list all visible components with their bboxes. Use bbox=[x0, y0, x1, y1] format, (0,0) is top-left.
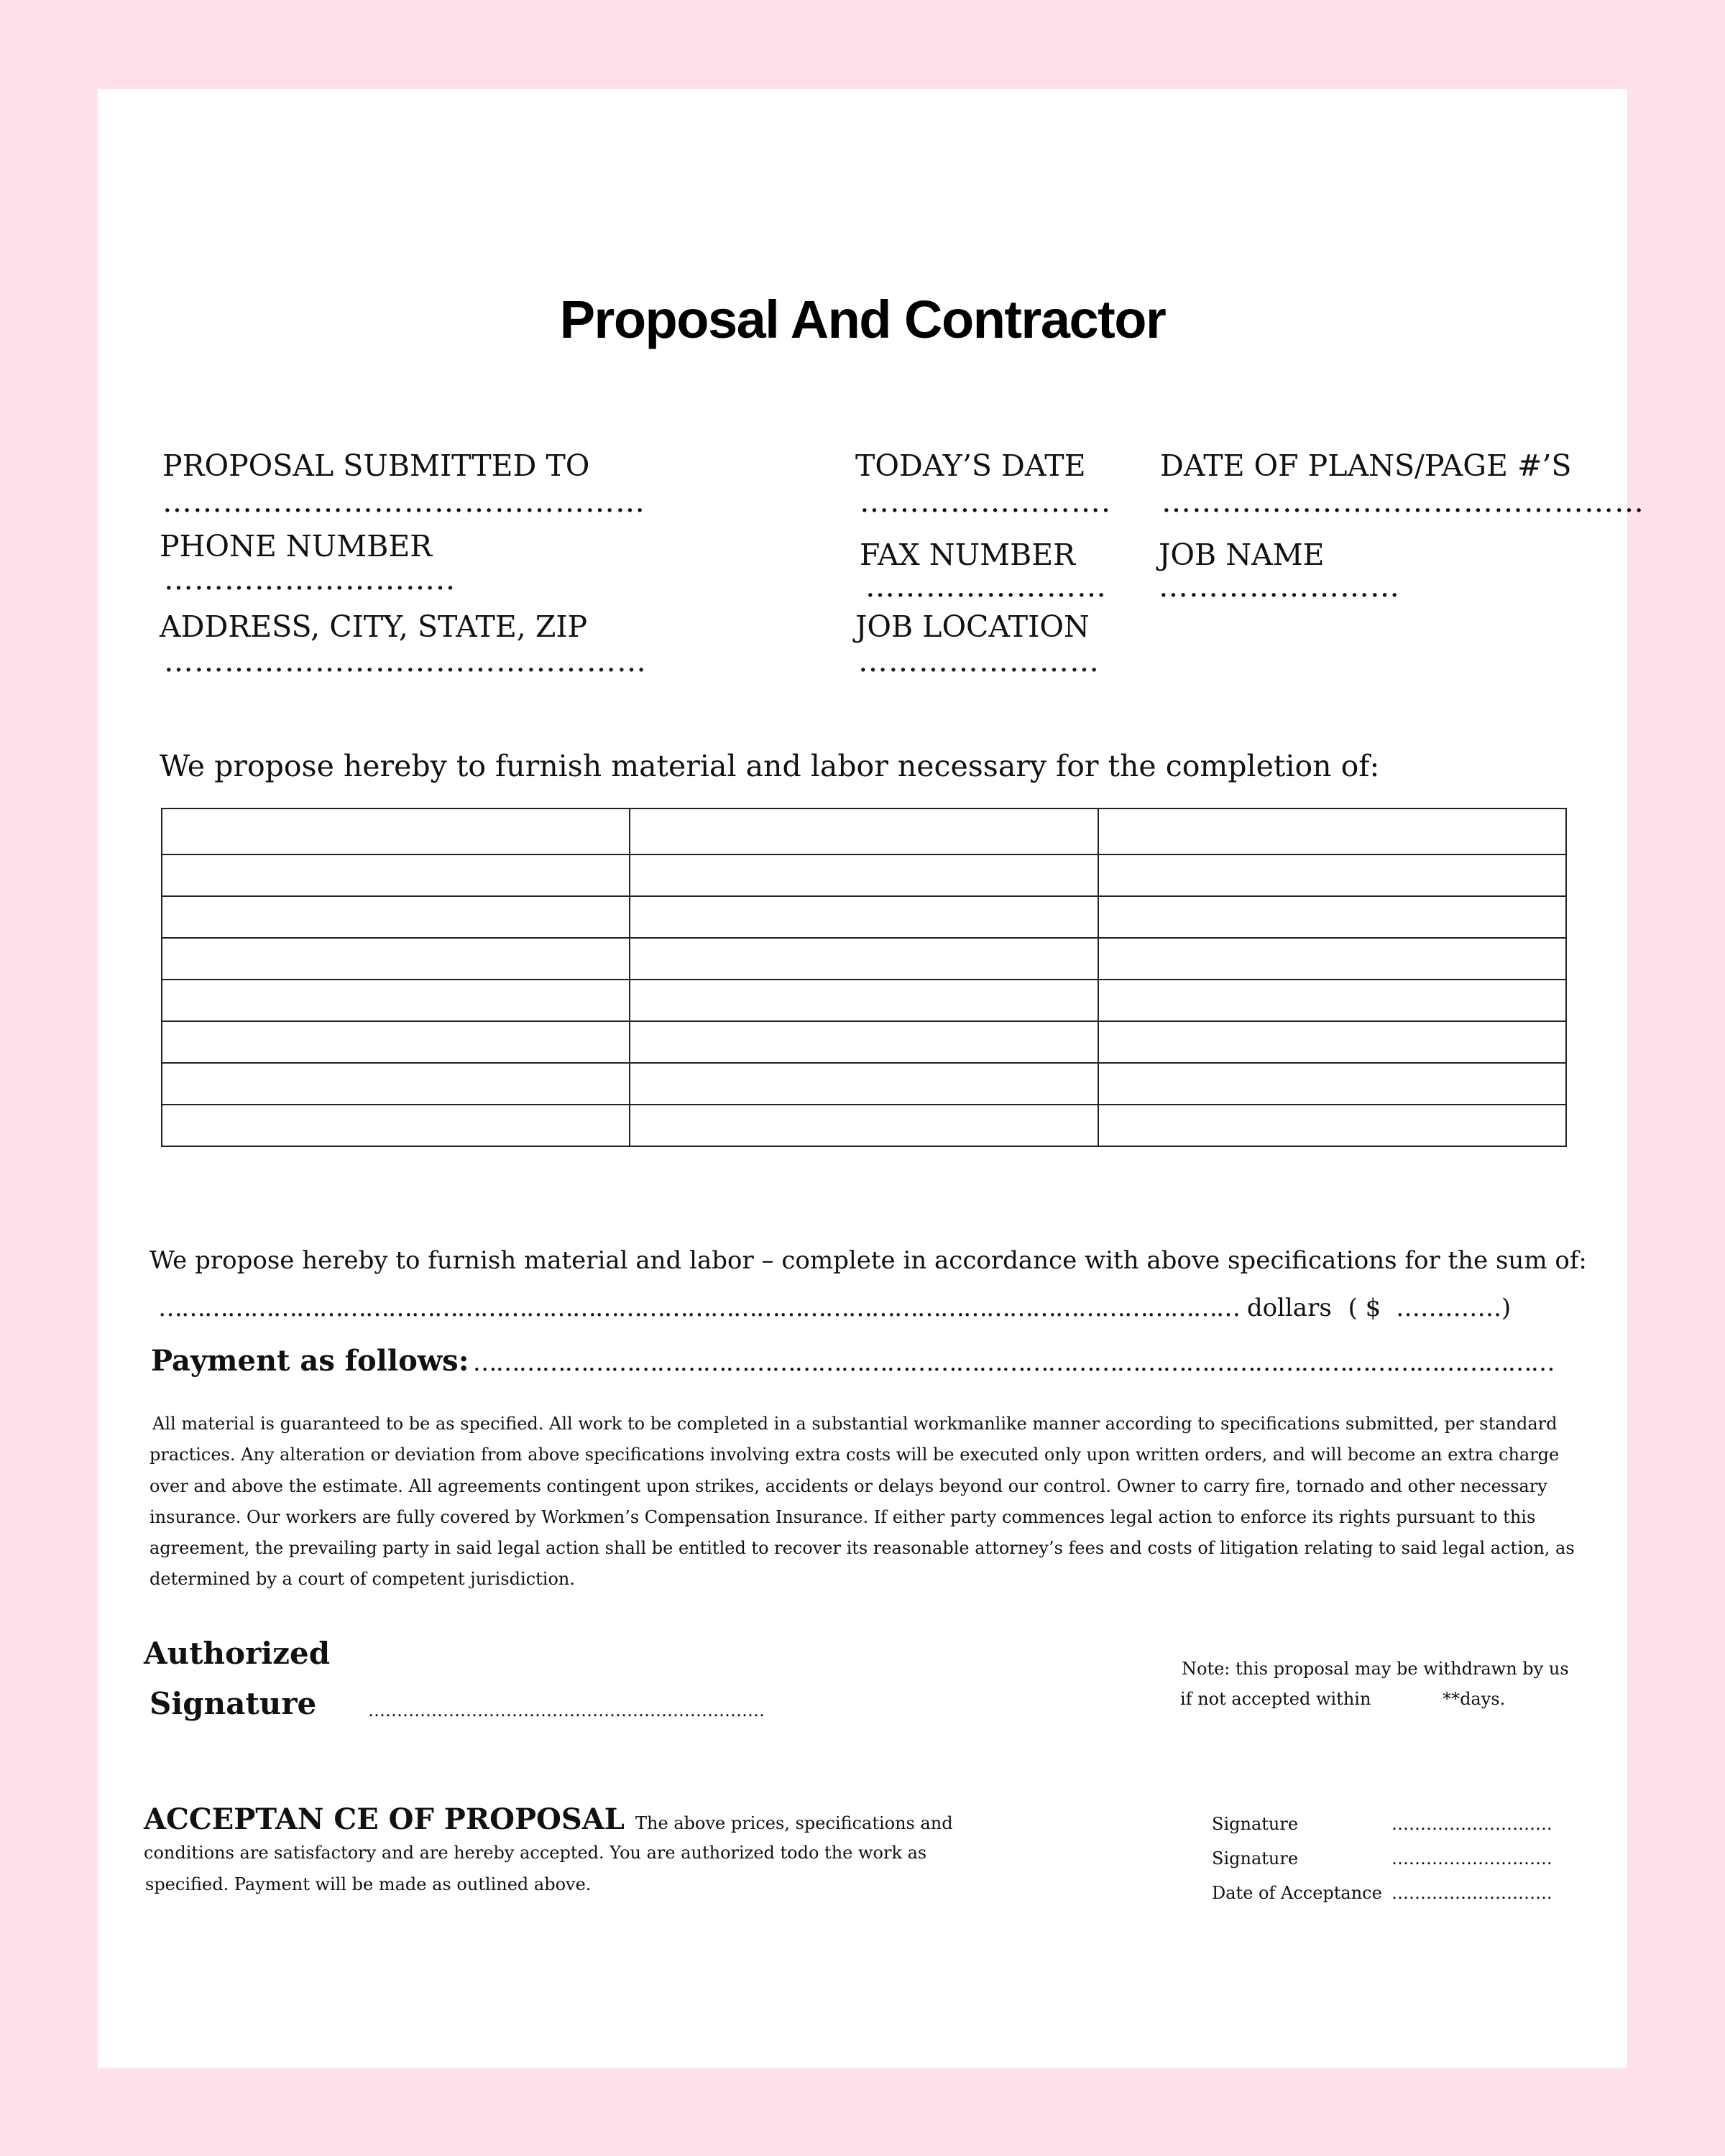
table-cell[interactable] bbox=[162, 938, 630, 980]
address-label: ADDRESS, CITY, STATE, ZIP bbox=[160, 609, 588, 644]
proposal-submitted-to-label: PROPOSAL SUBMITTED TO bbox=[162, 448, 590, 483]
terms-line: over and above the estimate. All agreements contingent upon strikes, accidents or delays beyond our control. Owner to carry fire, tornado and other necessary bbox=[150, 1475, 1547, 1496]
acceptance-heading: ACCEPTAN CE OF PROPOSAL bbox=[144, 1802, 625, 1836]
address-field[interactable]: ………………………………………… bbox=[164, 644, 647, 678]
note-days: **days. bbox=[1443, 1689, 1506, 1709]
table-cell[interactable] bbox=[162, 854, 630, 896]
table-cell[interactable] bbox=[162, 896, 630, 938]
acceptance-signature-2-label: Signature bbox=[1212, 1848, 1299, 1869]
terms-line: All material is guaranteed to be as specified. All work to be completed in a substantial workmanlike manner according to specifications submitted, per standard bbox=[152, 1414, 1558, 1434]
sum-line bbox=[158, 1294, 1511, 1322]
todays-date-field[interactable]: ……………………. bbox=[860, 484, 1112, 519]
table-cell[interactable] bbox=[162, 808, 630, 854]
acceptance-signature-1-field[interactable]: ………………………. bbox=[1392, 1814, 1552, 1834]
table-cell[interactable] bbox=[630, 1063, 1098, 1105]
table-cell[interactable] bbox=[1098, 854, 1566, 896]
acceptance-first-line bbox=[144, 1802, 953, 1836]
phone-number-field[interactable]: ……………………….. bbox=[164, 562, 456, 596]
note-line-2 bbox=[1180, 1689, 1505, 1709]
payment-field[interactable]: …………………………………………………………………………………………………………………………… bbox=[472, 1348, 1554, 1377]
terms-line: agreement, the prevailing party in said legal action shall be entitled to recover its reasonable attorney’s fees and costs of litigation relating to said legal action, as bbox=[150, 1538, 1575, 1559]
job-name-field[interactable]: …………………… bbox=[1159, 569, 1400, 604]
specification-table bbox=[161, 808, 1567, 1147]
payment-label: Payment as follows: bbox=[151, 1344, 469, 1378]
table-cell[interactable] bbox=[1098, 808, 1566, 854]
table-row bbox=[162, 938, 1566, 980]
table-row bbox=[162, 896, 1566, 938]
acceptance-text-2: conditions are satisfactory and are hereby accepted. You are authorized todo the work as bbox=[144, 1843, 927, 1863]
acceptance-signature-2-field[interactable]: ………………………. bbox=[1392, 1848, 1552, 1869]
page-title: Proposal And Contractor bbox=[559, 290, 1166, 349]
table-cell[interactable] bbox=[630, 896, 1098, 938]
date-of-plans-label: DATE OF PLANS/PAGE #’S bbox=[1160, 448, 1572, 483]
fax-number-field[interactable]: …………………… bbox=[865, 569, 1107, 604]
acceptance-signature-1-label: Signature bbox=[1212, 1814, 1299, 1834]
table-row bbox=[162, 980, 1566, 1021]
authorized-signature-field[interactable]: …………………………………………………………… bbox=[368, 1700, 765, 1720]
table-row bbox=[162, 808, 1566, 854]
dollars-label: dollars bbox=[1246, 1294, 1332, 1322]
signature-label: Signature bbox=[150, 1686, 317, 1721]
currency-amount-field[interactable]: ………….) bbox=[1396, 1294, 1512, 1322]
terms-line: determined by a court of competent jurisdiction. bbox=[150, 1569, 576, 1590]
table-cell[interactable] bbox=[630, 1021, 1098, 1063]
job-name-label: JOB NAME bbox=[1159, 538, 1325, 572]
acceptance-text-3: specified. Payment will be made as outlined above. bbox=[145, 1874, 592, 1894]
date-of-acceptance-label: Date of Acceptance bbox=[1212, 1883, 1382, 1903]
note-line-1: Note: this proposal may be withdrawn by us bbox=[1182, 1659, 1569, 1679]
table-cell[interactable] bbox=[1098, 980, 1566, 1021]
todays-date-label: TODAY’S DATE bbox=[855, 448, 1086, 483]
table-row bbox=[162, 854, 1566, 896]
table-cell[interactable] bbox=[630, 1105, 1098, 1146]
table-cell[interactable] bbox=[1098, 1063, 1566, 1105]
payment-line bbox=[151, 1344, 1554, 1378]
table-cell[interactable] bbox=[1098, 1021, 1566, 1063]
fax-number-label: FAX NUMBER bbox=[860, 538, 1076, 572]
date-of-plans-field[interactable]: ………………………………………… bbox=[1162, 484, 1644, 519]
table-cell[interactable] bbox=[162, 1105, 630, 1146]
authorized-label: Authorized bbox=[144, 1636, 331, 1671]
table-cell[interactable] bbox=[630, 808, 1098, 854]
table-cell[interactable] bbox=[1098, 1105, 1566, 1146]
job-location-field[interactable]: …………………… bbox=[858, 644, 1100, 678]
table-row bbox=[162, 1021, 1566, 1063]
table-cell[interactable] bbox=[1098, 938, 1566, 980]
acceptance-text-1: The above prices, specifications and bbox=[635, 1813, 953, 1833]
table-cell[interactable] bbox=[630, 980, 1098, 1021]
intro-text: We propose hereby to furnish material and labor necessary for the completion of: bbox=[160, 749, 1380, 783]
currency-open: ( $ bbox=[1348, 1294, 1381, 1322]
sum-text: We propose hereby to furnish material and labor – complete in accordance with above specifications for the sum of: bbox=[150, 1246, 1587, 1275]
terms-paragraph bbox=[150, 1409, 1587, 1595]
terms-line: practices. Any alteration or deviation from above specifications involving extra costs will be executed only upon written orders, and will become an extra charge bbox=[150, 1445, 1560, 1465]
proposal-submitted-to-field[interactable]: ………………………………………… bbox=[162, 484, 645, 519]
sum-amount-field[interactable]: …………………………………………………………………………………………………………………………… bbox=[158, 1294, 1239, 1322]
date-of-acceptance-field[interactable]: ………………………. bbox=[1392, 1883, 1552, 1903]
table-cell[interactable] bbox=[630, 854, 1098, 896]
phone-number-label: PHONE NUMBER bbox=[160, 529, 433, 563]
note-not-accepted-text: if not accepted within bbox=[1180, 1689, 1371, 1709]
table-cell[interactable] bbox=[162, 980, 630, 1021]
terms-line: insurance. Our workers are fully covered by Workmen’s Compensation Insurance. If either party commences legal action to enforce its rights pursuant to this bbox=[150, 1506, 1536, 1527]
proposal-form-page bbox=[98, 89, 1644, 2068]
table-cell[interactable] bbox=[162, 1063, 630, 1105]
table-row bbox=[162, 1063, 1566, 1105]
table-cell[interactable] bbox=[162, 1021, 630, 1063]
table-row bbox=[162, 1105, 1566, 1146]
table-cell[interactable] bbox=[630, 938, 1098, 980]
job-location-label: JOB LOCATION bbox=[855, 609, 1090, 644]
table-cell[interactable] bbox=[1098, 896, 1566, 938]
